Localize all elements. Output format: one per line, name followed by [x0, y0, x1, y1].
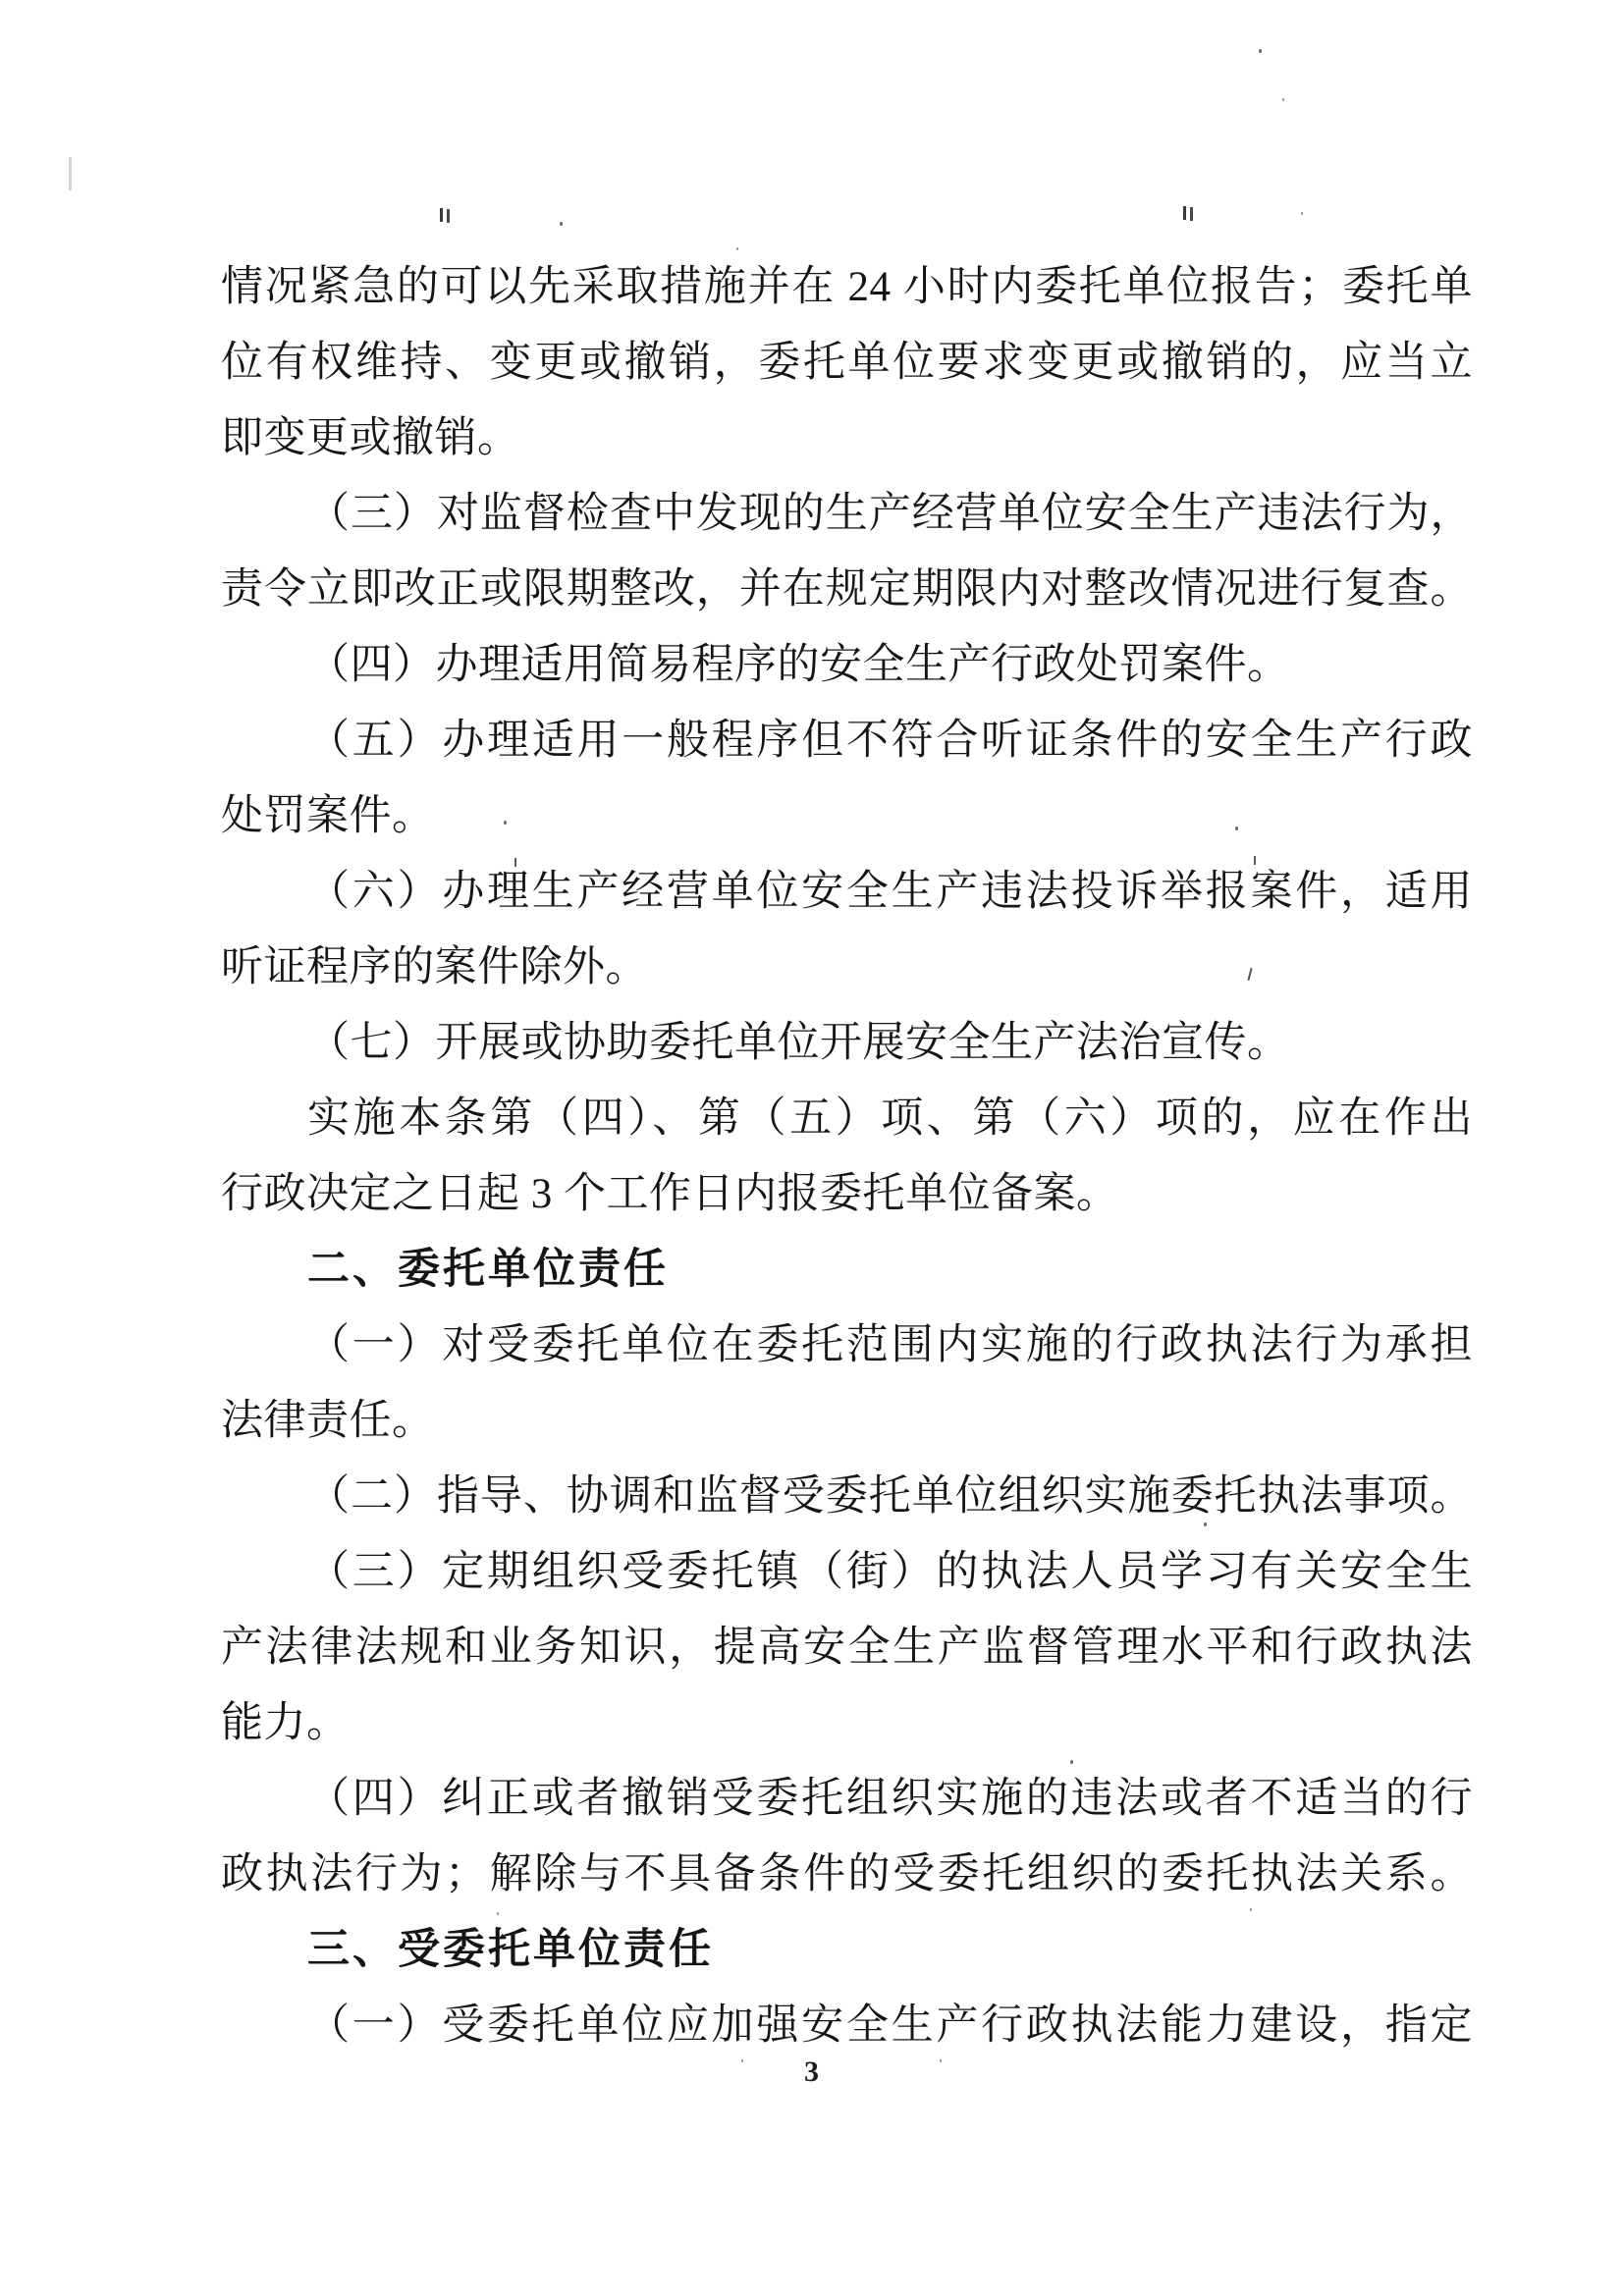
text-line: 位有权维持、变更或撤销，委托单位要求变更或撤销的，应当立	[221, 340, 1473, 386]
text-line: （二）指导、协调和监督受委托单位组织实施委托执法事项。	[307, 1473, 1473, 1520]
text-line: 情况紧急的可以先采取措施并在 24 小时内委托单位报告；委托单	[221, 264, 1473, 310]
section-heading-3: 三、受委托单位责任	[307, 1926, 714, 1973]
scan-speck	[1259, 49, 1262, 53]
text-line: 产法律法规和业务知识，提高安全生产监督管理水平和行政执法	[221, 1625, 1473, 1671]
text-line: 法律责任。	[221, 1398, 435, 1444]
scan-speck	[1301, 212, 1303, 215]
text-line: 即变更或撤销。	[221, 415, 520, 461]
text-line: 听证程序的案件除外。	[221, 944, 648, 990]
text-line: 责令立即改正或限期整改，并在规定期限内对整改情况进行复查。	[221, 566, 1473, 613]
text-line: （一）对受委托单位在委托范围内实施的行政执法行为承担	[307, 1322, 1473, 1368]
text-line: 能力。	[221, 1700, 350, 1746]
section-heading-2: 二、委托单位责任	[307, 1246, 669, 1293]
text-line: （四）办理适用简易程序的安全生产行政处罚案件。	[307, 642, 1290, 688]
text-line: （三）定期组织受委托镇（街）的执法人员学习有关安全生	[307, 1549, 1473, 1595]
text-line: 行政决定之日起 3 个工作日内报委托单位备案。	[221, 1171, 1119, 1217]
scan-speck	[560, 222, 563, 226]
text-line: （七）开展或协助委托单位开展安全生产法治宣传。	[307, 1020, 1290, 1066]
text-line: 实施本条第（四）、第（五）项、第（六）项的，应在作出	[307, 1095, 1473, 1142]
scan-speck-tickpair-left	[440, 208, 443, 222]
text-line: （三）对监督检查中发现的生产经营单位安全生产违法行为，	[307, 491, 1473, 537]
text-line: 政执法行为；解除与不具备条件的受委托组织的委托执法关系。	[221, 1851, 1473, 1897]
scan-speck	[1282, 98, 1284, 101]
scan-speck-tickpair-right	[1183, 206, 1186, 220]
document-body	[221, 249, 1473, 2063]
text-line: 处罚案件。	[221, 793, 435, 839]
text-line: （六）办理生产经营单位安全生产违法投诉举报案件，适用	[307, 869, 1473, 915]
scan-smudge	[69, 157, 72, 190]
text-line: （四）纠正或者撤销受委托组织实施的违法或者不适当的行	[307, 1776, 1473, 1822]
page-number: 3	[804, 2056, 819, 2088]
text-line: （一）受委托单位应加强安全生产行政执法能力建设，指定	[307, 2002, 1473, 2049]
text-line: （五）办理适用一般程序但不符合听证条件的安全生产行政	[307, 718, 1473, 764]
